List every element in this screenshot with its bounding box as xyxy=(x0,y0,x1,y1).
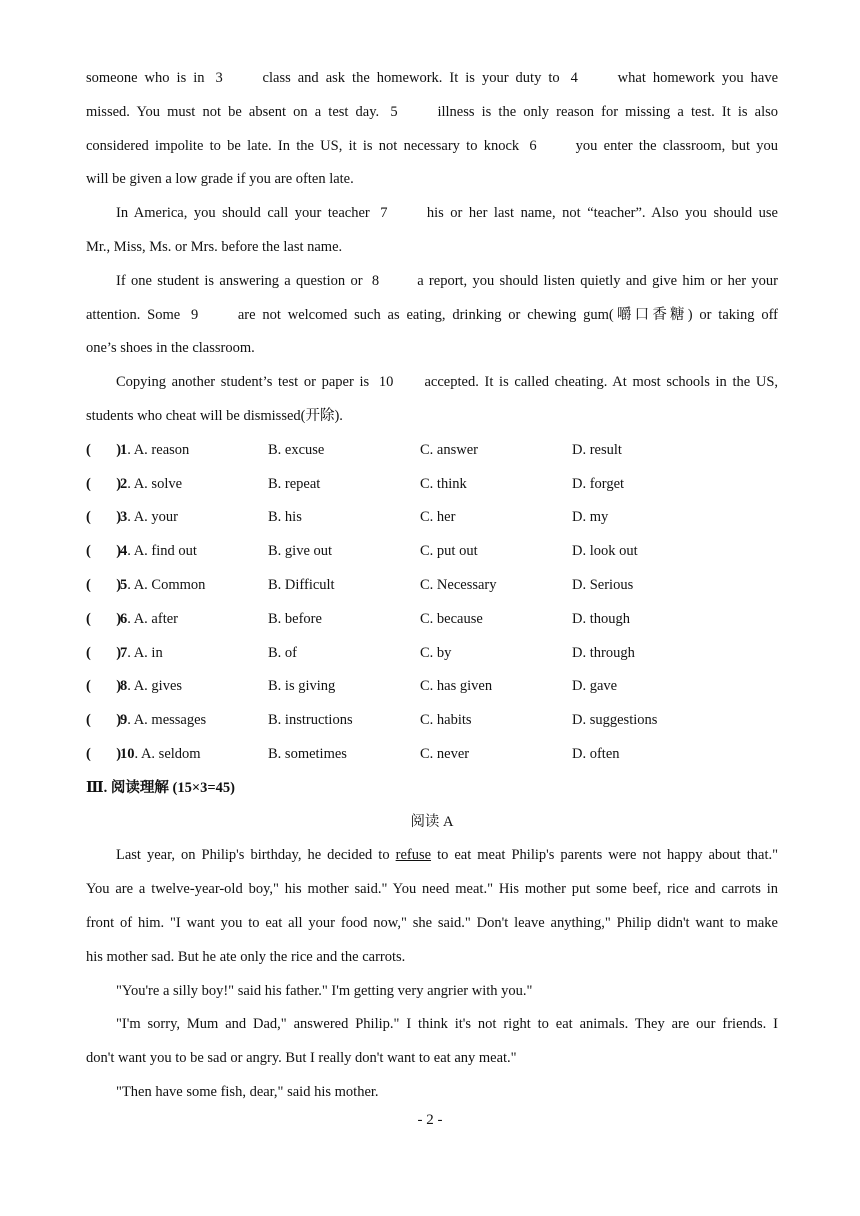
option-b[interactable]: B. Difficult xyxy=(268,576,335,593)
answer-bracket[interactable]: ( ) xyxy=(86,441,122,458)
section-heading: Ⅲ. 阅读理解 (15×3=45) xyxy=(86,779,235,796)
reading-line: Last year, on Philip's birthday, he decided to refuse to eat meat Philip's parents were not happy about that." xyxy=(116,847,778,864)
answer-bracket[interactable]: ( ) xyxy=(86,509,122,526)
blank-3: 3 xyxy=(215,70,223,86)
option-a[interactable]: A. your xyxy=(133,509,179,526)
option-b[interactable]: B. his xyxy=(268,509,302,526)
blank-4: 4 xyxy=(570,70,578,86)
option-a[interactable]: A. messages xyxy=(133,712,207,729)
option-c[interactable]: C. never xyxy=(420,745,470,762)
question-row xyxy=(86,670,778,704)
passage-line: someone who is in 3 class and ask the homework. It is your duty to 4 what homework you have xyxy=(86,62,778,96)
option-d[interactable]: D. gave xyxy=(572,678,618,695)
option-a[interactable]: A. solve xyxy=(133,475,183,492)
option-d[interactable]: D. through xyxy=(572,644,635,661)
option-c[interactable]: C. her xyxy=(420,509,456,526)
passage-line: Mr., Miss, Ms. or Mrs. before the last name. xyxy=(86,238,343,255)
question-row xyxy=(86,434,778,468)
passage-line: If one student is answering a question or 8 a report, you should listen quietly and give him or her your xyxy=(86,265,778,299)
question-number: 1. A. reason xyxy=(120,441,190,458)
question-number: 4. A. find out xyxy=(120,543,197,560)
answer-bracket[interactable]: ( ) xyxy=(86,644,122,661)
options-list xyxy=(86,434,778,772)
blank-9: 9 xyxy=(191,306,199,323)
reading-line: "You're a silly boy!" said his father." I'm getting very angrier with you." xyxy=(116,982,533,999)
passage-line: missed. You must not be absent on a test day. 5 illness is the only reason for missing a test. It is also xyxy=(86,96,778,130)
option-c[interactable]: C. habits xyxy=(420,712,472,729)
question-number: 9. A. messages xyxy=(120,712,207,729)
question-number: 5. A. Common xyxy=(120,576,206,593)
option-c[interactable]: C. because xyxy=(420,610,483,627)
passage-line: will be given a low grade if you are often late. xyxy=(86,171,354,188)
passage-line: considered impolite to be late. In the US, it is not necessary to knock 6 you enter the classroom, but you xyxy=(86,130,778,164)
option-b[interactable]: B. give out xyxy=(268,543,333,560)
option-d[interactable]: D. my xyxy=(572,509,609,526)
option-a[interactable]: A. find out xyxy=(133,543,197,560)
option-d[interactable]: D. though xyxy=(572,610,630,627)
document-page xyxy=(86,62,778,1110)
blank-5: 5 xyxy=(390,103,398,120)
question-number: 8. A. gives xyxy=(120,678,183,695)
question-number: 2. A. solve xyxy=(120,475,183,492)
blank-8: 8 xyxy=(371,272,380,289)
reading-line: "I'm sorry, Mum and Dad," answered Philip." I think it's not right to eat animals. They are our friends. I xyxy=(116,1016,778,1033)
option-d[interactable]: D. often xyxy=(572,745,620,762)
reading-line: his mother sad. But he ate only the rice and the carrots. xyxy=(86,948,406,965)
option-b[interactable]: B. repeat xyxy=(268,475,321,492)
option-d[interactable]: D. result xyxy=(572,441,622,458)
option-a[interactable]: A. seldom xyxy=(140,745,201,762)
option-d[interactable]: D. forget xyxy=(572,475,625,492)
option-c[interactable]: C. answer xyxy=(420,441,478,458)
option-a[interactable]: A. after xyxy=(133,610,178,627)
option-d[interactable]: D. Serious xyxy=(572,576,634,593)
reading-line: don't want you to be sad or angry. But I really don't want to eat any meat." xyxy=(86,1050,517,1067)
reading-line: You are a twelve-year-old boy," his mother said." You need meat." His mother put some beef, rice and carrots in xyxy=(86,881,778,898)
question-number: 10. A. seldom xyxy=(120,745,201,762)
option-a[interactable]: A. Common xyxy=(133,576,206,593)
question-row xyxy=(86,603,778,637)
option-b[interactable]: B. of xyxy=(268,644,297,661)
answer-bracket[interactable]: ( ) xyxy=(86,712,122,729)
question-number: 7. A. in xyxy=(120,644,163,661)
option-b[interactable]: B. is giving xyxy=(268,678,336,695)
question-number: 3. A. your xyxy=(120,509,179,526)
option-b[interactable]: B. excuse xyxy=(268,441,325,458)
passage-line: attention. Some 9 are not welcomed such as eating, drinking or chewing gum(嚼口香糖) or taking off xyxy=(86,299,778,333)
option-a[interactable]: A. in xyxy=(133,644,163,661)
underlined-word: refuse xyxy=(395,847,432,864)
answer-bracket[interactable]: ( ) xyxy=(86,576,122,593)
option-b[interactable]: B. instructions xyxy=(268,712,353,729)
passage-line: students who cheat will be dismissed(开除). xyxy=(86,407,343,424)
option-c[interactable]: C. has given xyxy=(420,678,493,695)
passage-line: Copying another student’s test or paper is 10 accepted. It is called cheating. At most schools in the US, xyxy=(86,366,778,400)
blank-10: 10 xyxy=(378,374,394,391)
option-b[interactable]: B. before xyxy=(268,610,322,627)
question-row xyxy=(86,569,778,603)
option-c[interactable]: C. Necessary xyxy=(420,576,497,593)
question-row xyxy=(86,535,778,569)
option-a[interactable]: A. gives xyxy=(133,678,183,695)
question-row xyxy=(86,637,778,671)
question-number: 6. A. after xyxy=(120,610,178,627)
answer-bracket[interactable]: ( ) xyxy=(86,678,122,695)
option-c[interactable]: C. think xyxy=(420,475,467,492)
answer-bracket[interactable]: ( ) xyxy=(86,610,122,627)
question-row xyxy=(86,501,778,535)
answer-bracket[interactable]: ( ) xyxy=(86,475,122,492)
option-d[interactable]: D. suggestions xyxy=(572,712,658,729)
option-a[interactable]: A. reason xyxy=(133,441,190,458)
question-row xyxy=(86,704,778,738)
blank-7: 7 xyxy=(380,205,388,222)
passage-line: In America, you should call your teacher 7 his or her last name, not “teacher”. Also you should use xyxy=(86,197,778,231)
option-c[interactable]: C. by xyxy=(420,644,452,661)
page-number: - 2 - xyxy=(417,1112,443,1128)
reading-line: "Then have some fish, dear," said his mother. xyxy=(116,1083,379,1100)
option-b[interactable]: B. sometimes xyxy=(268,745,347,762)
reading-title: 阅读 A xyxy=(410,813,454,830)
reading-line: front of him. "I want you to eat all your food now," she said." Don't leave anything," Philip didn't want to make xyxy=(86,914,778,931)
answer-bracket[interactable]: ( ) xyxy=(86,745,122,762)
question-row xyxy=(86,468,778,502)
blank-6: 6 xyxy=(529,137,537,154)
answer-bracket[interactable]: ( ) xyxy=(86,543,122,560)
option-c[interactable]: C. put out xyxy=(420,543,478,560)
question-row xyxy=(86,738,778,772)
passage-line: one’s shoes in the classroom. xyxy=(86,340,255,357)
option-d[interactable]: D. look out xyxy=(572,543,638,560)
